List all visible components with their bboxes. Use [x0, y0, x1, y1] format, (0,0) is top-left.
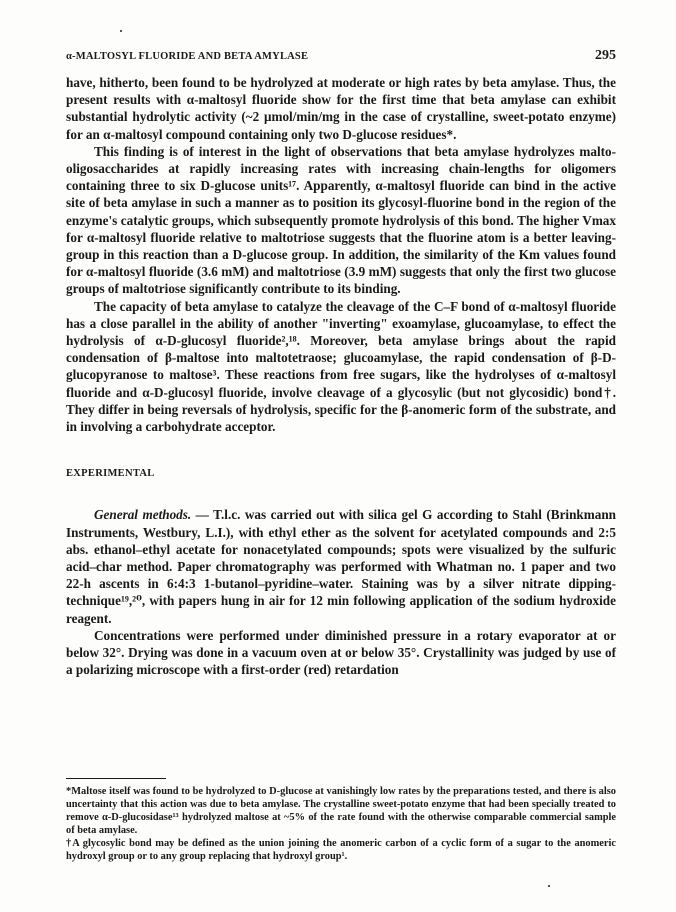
footnote-asterisk: *Maltose itself was found to be hydrolyzed to D-glucose at vanishingly low rates by the preparations tested, and there is also uncertainty that this action was due to beta amylase. The crystalline sweet-potato enzyme that had been specially treated to remove α-D-glucosidase¹³ hydrolyzed maltose at ~5% of the rate found with the otherwise comparable commercial sample of beta amylase. [66, 786, 616, 836]
run-in-title: General methods. — [94, 507, 209, 523]
scan-speck [548, 885, 550, 887]
body-text [66, 74, 616, 679]
paragraph-concentrations: Concentrations were performed under diminished pressure in a rotary evaporator at or below 32°. Drying was done in a vacuum oven at or below 35°. Crystallinity was judged by use of a polarizing microscope with a first-order (red) retardation [66, 627, 616, 678]
section-heading-experimental: EXPERIMENTAL [66, 468, 155, 480]
paragraph-general-methods [66, 506, 616, 626]
footnote-rule [66, 778, 166, 779]
general-methods-text: T.l.c. was carried out with silica gel G according to Stahl (Brinkmann Instruments, Westbury, L.I.), with ethyl ether as the solvent for acetylated compounds and 2:5 abs. ethanol–ethyl acetate for nonacetylated compounds; spots were visualized by the sulfuric acid–char method. Paper chromatography was performed with Whatman no. 1 paper and two 22-h ascents in 6:4:3 1-butanol–pyridine–water. Staining was by a silver nitrate dipping-technique¹⁹,²⁰, with papers hung in air for 12 min following application of the sodium hydroxide reagent. [66, 507, 617, 626]
paragraph-continued: have, hitherto, been found to be hydrolyzed at moderate or high rates by beta amylase. Thus, the present results with α-maltosyl fluoride show for the first time that beta amylase can exhibit substantial hydrolytic activity (~2 μmol/min/mg in the case of crystalline, sweet-potato enzyme) for an α-maltosyl compound containing only two D-glucose residues*. [66, 75, 616, 142]
paragraph-capacity: The capacity of beta amylase to catalyze the cleavage of the C–F bond of α-maltosyl fluoride has a close parallel in the ability of another "inverting" exoamylase, glucoamylase, to effect the hydrolysis of α-D-glucosyl fluoride²,¹⁸. Moreover, beta amylase brings about the rapid condensation of β-maltose into maltotetraose; glucoamylase, the rapid condensation of β-D-glucopyranose to maltose³. These reactions from free sugars, like the hydrolyses of α-maltosyl fluoride and α-D-glucosyl fluoride, involve cleavage of a glycosylic (but not glycosidic) bond†. They differ in being reversals of hydrolysis, specific for the β-anomeric form of the substrate, and in involving a carbohydrate acceptor. [66, 298, 616, 435]
page-header [66, 48, 616, 64]
footnotes [66, 778, 616, 863]
page-number: 295 [595, 48, 616, 63]
footnote-dagger: †A glycosylic bond may be defined as the union joining the anomeric carbon of a cyclic form of a sugar to the anomeric hydroxyl group or to any group replacing that hydroxyl group¹. [66, 838, 616, 862]
paragraph-finding: This finding is of interest in the light of observations that beta amylase hydrolyzes malto-oligosaccharides at rapidly increasing rates with increasing chain-lengths for oligomers containing three to six D-glucose units¹⁷. Apparently, α-maltosyl fluoride can bind in the active site of beta amylase in such a manner as to position its glycosyl-fluorine bond in the region of the enzyme's catalytic groups, which subsequently promote hydrolysis of this bond. The higher Vmax for α-maltosyl fluoride relative to maltotriose suggests that the fluorine atom is a better leaving-group in this reaction than a D-glucose group. In addition, the similarity of the Km values found for α-maltosyl fluoride (3.6 mM) and maltotriose (3.9 mM) suggests that only the first two glucose groups of maltotriose significantly contribute to its binding. [66, 143, 616, 297]
scan-speck [120, 30, 122, 32]
paper-page [66, 0, 616, 912]
running-head: α-MALTOSYL FLUORIDE AND BETA AMYLASE [66, 51, 309, 62]
